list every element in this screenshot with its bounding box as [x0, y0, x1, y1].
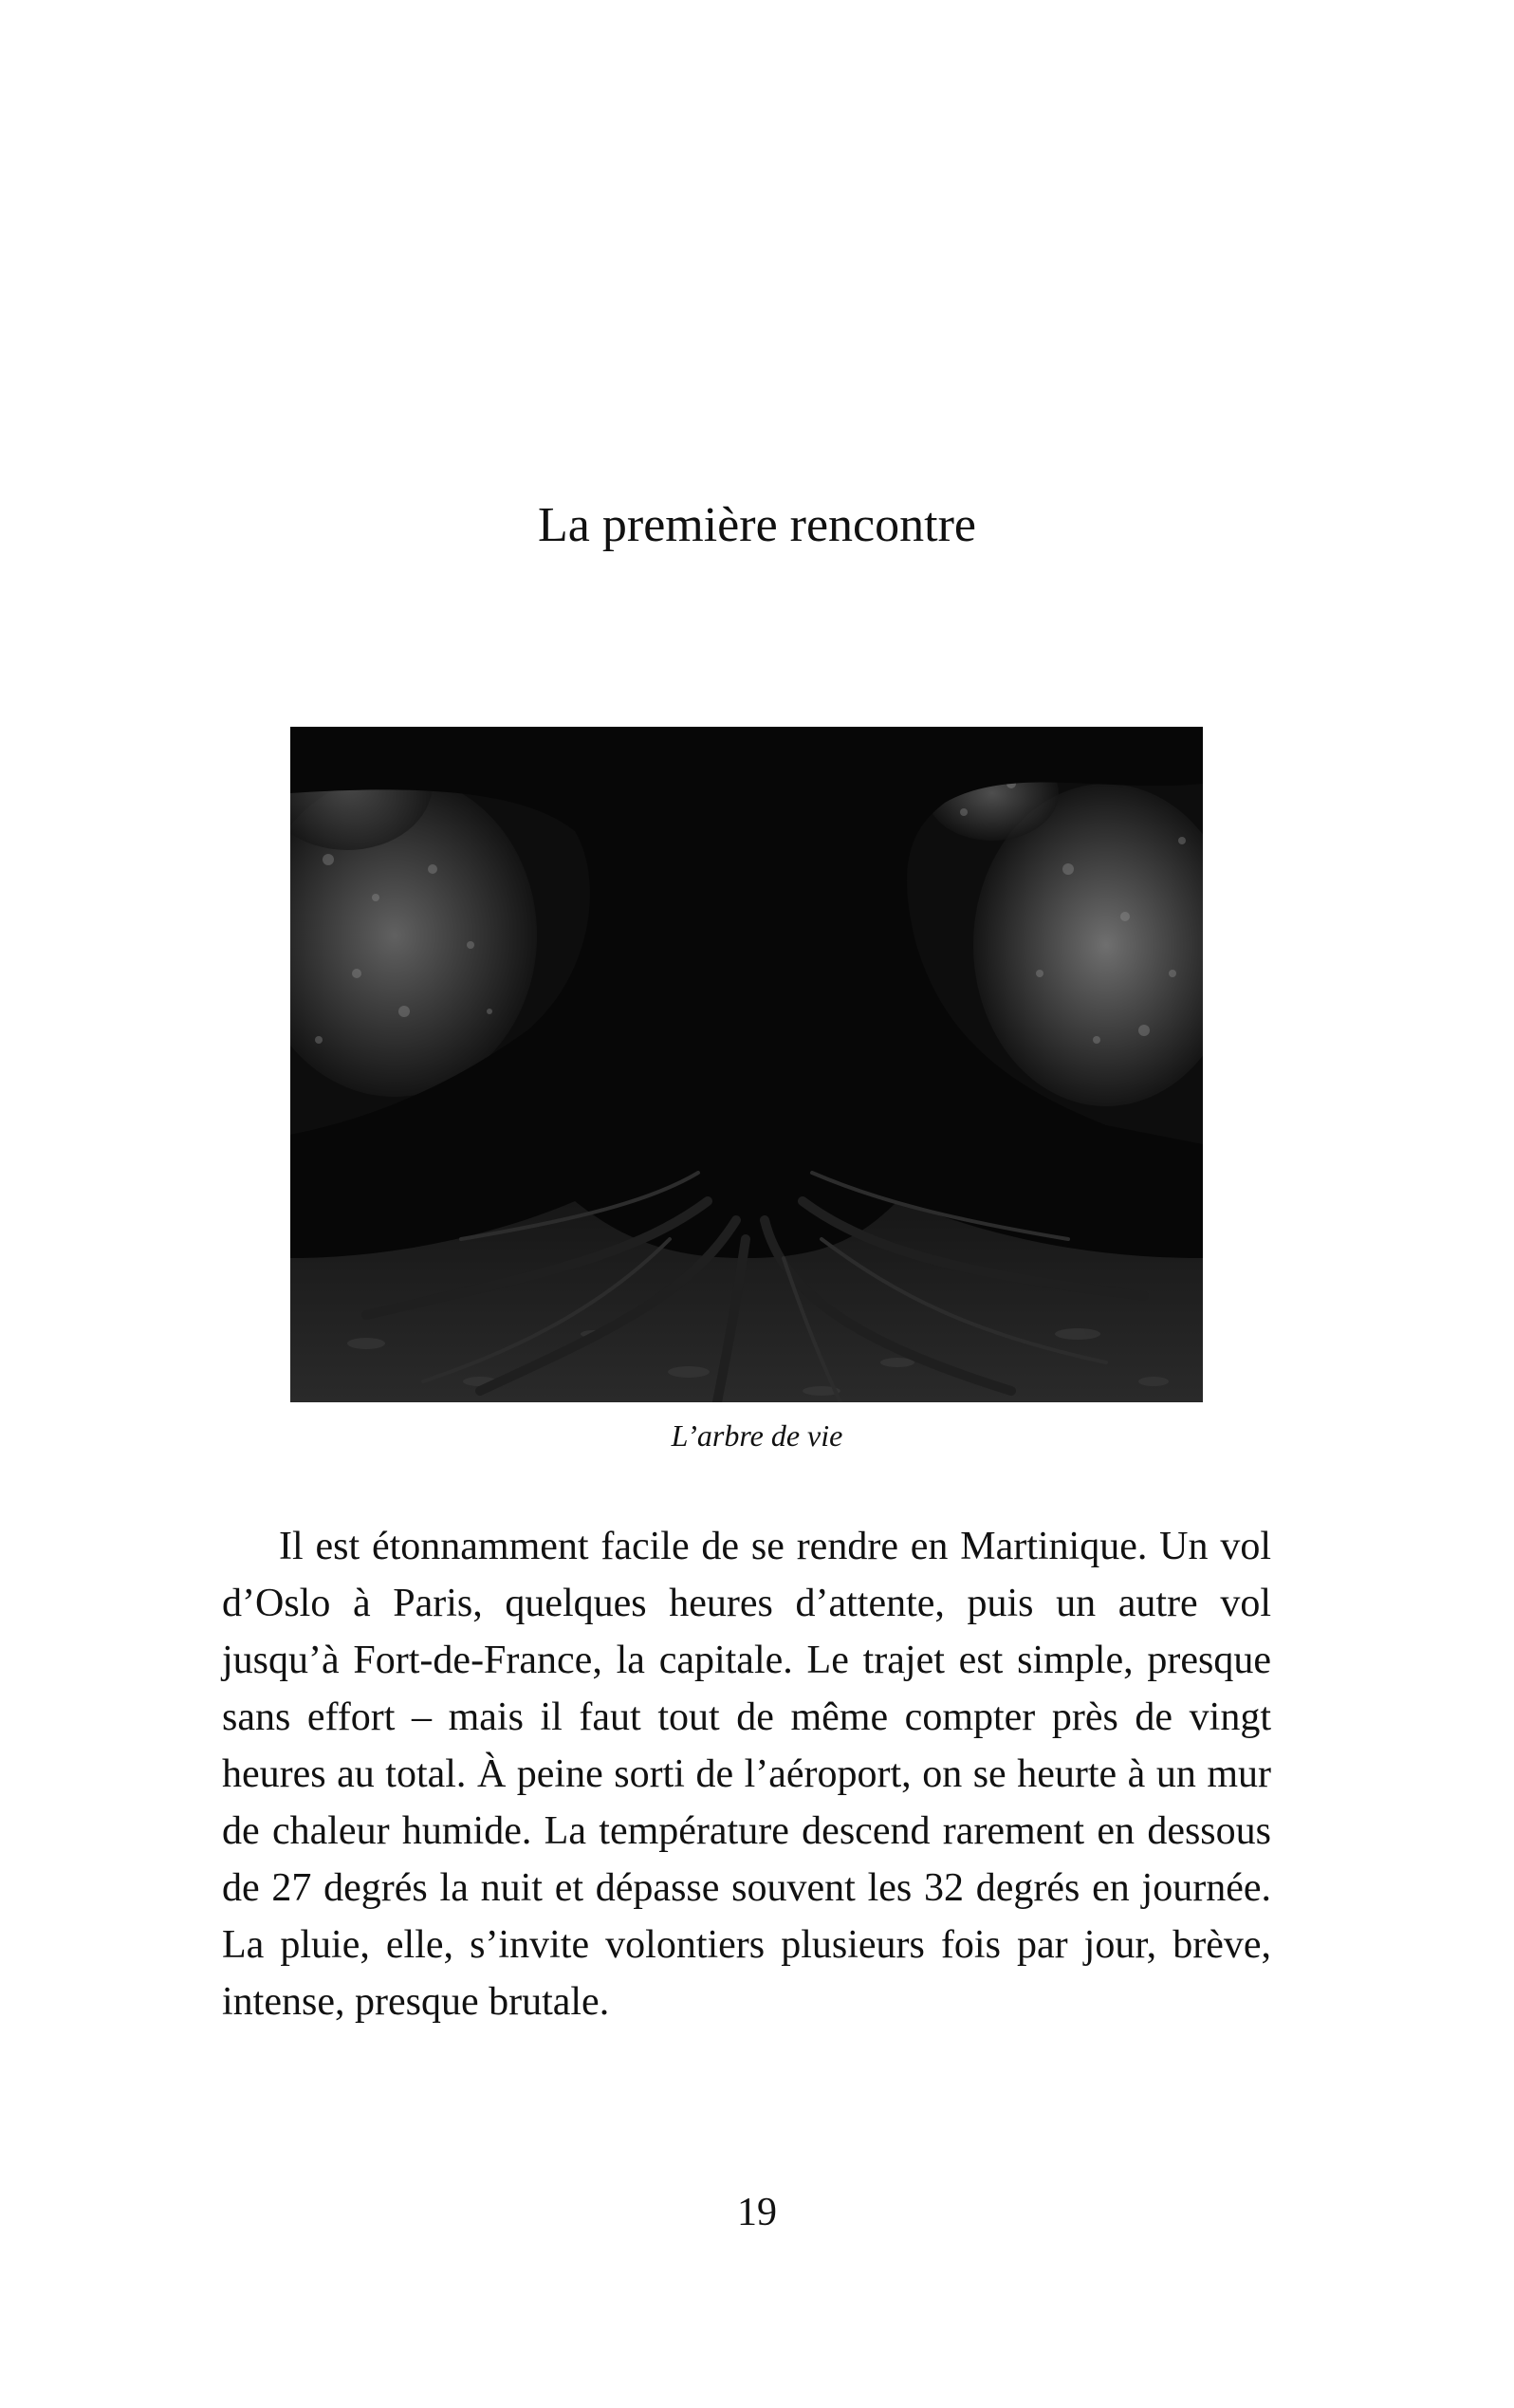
figure-caption: L’arbre de vie: [671, 1418, 843, 1453]
body-paragraph: Il est étonnamment facile de se rendre en Martinique. Un vol d’Oslo à Paris, quelques heures d’attente, puis un autre vol jusqu’à Fort-de-France, la capitale. Le trajet est simple, presque sans effort – mais il faut tout de même compter près de vingt heures au total. À peine sorti de l’aéroport, on se heurte à un mur de chaleur humide. La température descend rarement en dessous de 27 degrés la nuit et dépasse souvent les 32 degrés en journée. La pluie, elle, s’invite volontiers plusieurs fois par jour, brève, intense, presque brutale.: [222, 1525, 1271, 2024]
tree-illustration: [290, 727, 1203, 1402]
page-number: 19: [737, 2191, 777, 2234]
tree-photo: [290, 727, 1203, 1402]
chapter-title: La première rencontre: [538, 498, 976, 552]
